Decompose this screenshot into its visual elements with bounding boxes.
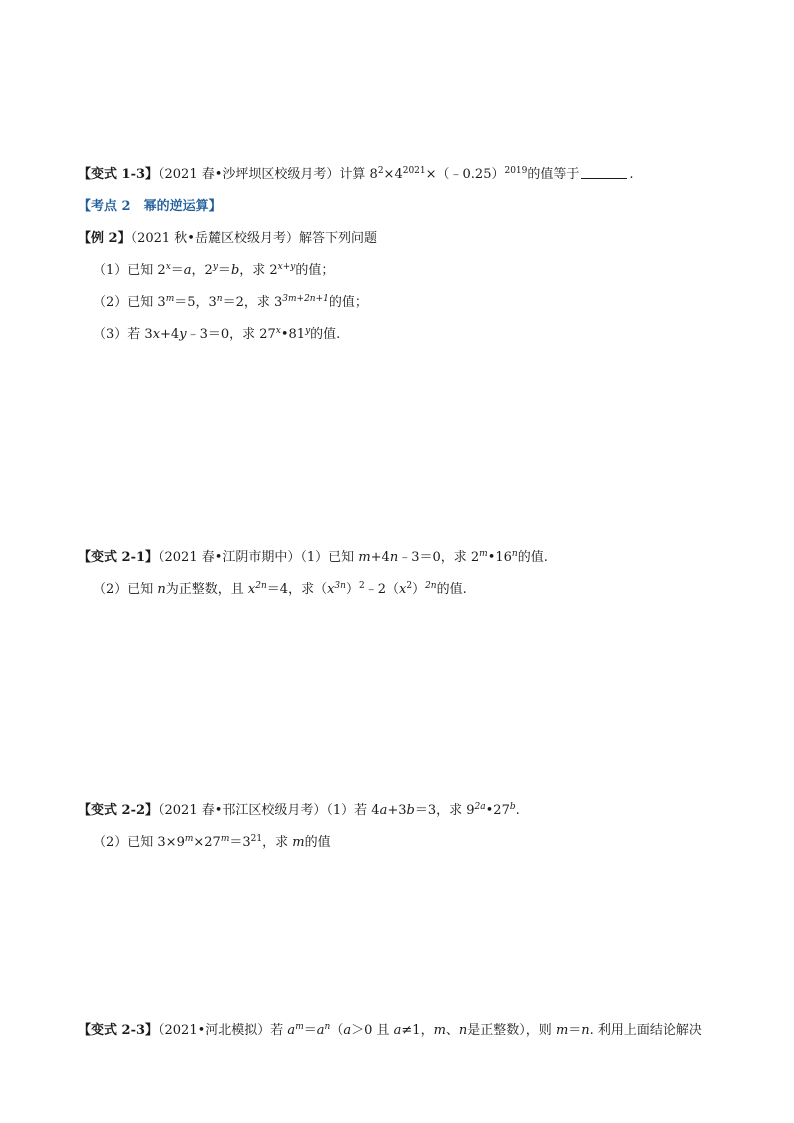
exponent: b [509, 802, 516, 812]
exponent: 2 [358, 581, 365, 591]
q-text: ＝3 [229, 835, 251, 850]
q-text: +4 [370, 550, 390, 565]
variable: x [152, 327, 161, 342]
variant-2-2-line2 [93, 834, 331, 852]
variant-1-3-line [78, 166, 634, 184]
q-text: ＝2，求 3 [222, 295, 283, 310]
variant-2-2-label: 【变式 2-2】 [78, 803, 159, 818]
variable: a [379, 803, 388, 818]
expr-text: ×（﹣0.25） [425, 167, 505, 182]
q-text: （1）已知 [300, 550, 359, 565]
variant-1-3-source: （2021 春•沙坪坝区校级月考） [158, 167, 340, 182]
example-2-source: （2021 秋•岳麓区校级月考） [130, 231, 299, 246]
exponent: 2n [255, 581, 267, 591]
exponent: y [305, 326, 311, 336]
variant-2-1-line1 [78, 549, 548, 567]
variable: m [358, 550, 371, 565]
q-text: •16 [487, 550, 512, 565]
q-text: ﹣2（ [364, 582, 399, 597]
exponent: x [275, 326, 281, 336]
q-text: 的值； [295, 263, 335, 278]
q-text: 、 [445, 1023, 459, 1038]
q-text: +3 [387, 803, 407, 818]
variant-1-3-label: 【变式 1-3】 [78, 167, 159, 182]
exponent: m [184, 834, 194, 844]
exponent: n [216, 294, 223, 304]
example-2-q3 [93, 326, 340, 344]
q-text: ≠1， [401, 1023, 434, 1038]
q-text: （ [330, 1023, 344, 1038]
variant-2-2-source: （2021 春•邗江区校级月考） [158, 803, 327, 818]
q-text: ） [412, 582, 426, 597]
q-text: ＝5，3 [174, 295, 217, 310]
q-text: ×27 [193, 835, 221, 850]
variable: n [458, 1023, 468, 1038]
q-text: （2）已知 3×9 [93, 835, 185, 850]
q-text: ＝ [217, 263, 231, 278]
variable: a [183, 263, 192, 278]
variable: a [287, 1023, 296, 1038]
q-text: 为正整数，且 [165, 582, 248, 597]
variable: n [389, 550, 399, 565]
variant-2-2-line1 [78, 802, 520, 820]
q-text: （2）已知 3 [93, 295, 166, 310]
variable: b [230, 263, 240, 278]
q-text: 的值. [310, 327, 341, 342]
q-text: 是正整数），则 [467, 1023, 556, 1038]
exponent: 3m+2n+1 [282, 294, 329, 304]
exponent: m [295, 1022, 304, 1032]
q-text: 的值 [304, 835, 331, 850]
example-2-intro: 解答下列问题 [298, 231, 377, 246]
example-2-label: 【例 2】 [78, 231, 131, 246]
variable: n [157, 582, 166, 597]
variable: x [327, 582, 335, 597]
answer-blank [581, 166, 627, 179]
q-text: ＝ [303, 1023, 317, 1038]
q-text: •27 [485, 803, 510, 818]
example-2-q1 [93, 262, 334, 280]
variant-2-3-line [78, 1022, 702, 1040]
exponent: 3n [334, 581, 346, 591]
q-text: ＝ [170, 263, 184, 278]
q-text: （2）已知 [93, 582, 158, 597]
section-heading: 【考点 2 幂的逆运算】 [78, 199, 222, 214]
variable: x [398, 582, 407, 597]
q-text: . [515, 803, 520, 818]
q-text: +4 [160, 327, 180, 342]
q-text: ，求 [262, 835, 293, 850]
q-text: ，2 [191, 263, 213, 278]
q-text: （1）已知 2 [93, 263, 166, 278]
variable: m [292, 835, 305, 850]
q-text: ，求 2 [239, 263, 278, 278]
expr-text: . [629, 167, 634, 182]
exponent: x [165, 262, 171, 272]
exponent: 2 [406, 581, 413, 591]
exponent: 2021 [402, 166, 426, 176]
q-text: •81 [280, 327, 306, 342]
q-text: 若 [270, 1023, 288, 1038]
variable: x [247, 582, 256, 597]
example-2-q2 [93, 294, 368, 312]
exponent: 2019 [504, 166, 528, 176]
q-text: ﹣3＝0，求 27 [186, 327, 276, 342]
exponent: 2a [474, 802, 486, 812]
variable: a [316, 1023, 325, 1038]
variable: m [433, 1023, 446, 1038]
variant-2-1-line2 [93, 581, 467, 599]
exponent: m [479, 549, 488, 559]
q-text: （1）若 4 [326, 803, 380, 818]
variable: m [555, 1023, 569, 1038]
q-text: ＞0 且 [351, 1023, 394, 1038]
q-text: 的值； [328, 295, 368, 310]
expr-text: ×4 [383, 167, 403, 182]
variant-2-1-source: （2021 春•江阴市期中） [158, 550, 301, 565]
variable: b [406, 803, 415, 818]
q-text: 的值. [517, 550, 548, 565]
q-text: ﹣3＝0，求 2 [398, 550, 480, 565]
variable: n [581, 1023, 590, 1038]
variable: a [393, 1023, 402, 1038]
q-text: . 利用上面结论解决 [589, 1023, 702, 1038]
exponent: 2n [425, 581, 437, 591]
q-text: ＝4，求（ [266, 582, 328, 597]
variant-2-3-label: 【变式 2-3】 [78, 1023, 159, 1038]
exponent: m [220, 834, 230, 844]
exponent: 21 [250, 834, 263, 844]
exponent: x+y [277, 262, 296, 272]
exponent: m [165, 294, 175, 304]
expr-text: 计算 8 [339, 167, 378, 182]
q-text: 的值. [436, 582, 467, 597]
variant-2-1-label: 【变式 2-1】 [78, 550, 159, 565]
exponent: y [212, 262, 218, 272]
variable: a [343, 1023, 352, 1038]
variable: y [179, 327, 187, 342]
example-2-line [78, 230, 377, 248]
exponent: n [324, 1022, 331, 1032]
exponent: n [511, 549, 518, 559]
q-text: ＝3，求 9 [414, 803, 475, 818]
exponent: 2 [377, 166, 384, 176]
q-text: （3）若 3 [93, 327, 153, 342]
q-text: ＝ [568, 1023, 582, 1038]
expr-text: 的值等于 [527, 167, 580, 182]
variant-2-3-source: （2021•河北模拟） [158, 1023, 271, 1038]
q-text: ） [345, 582, 359, 597]
